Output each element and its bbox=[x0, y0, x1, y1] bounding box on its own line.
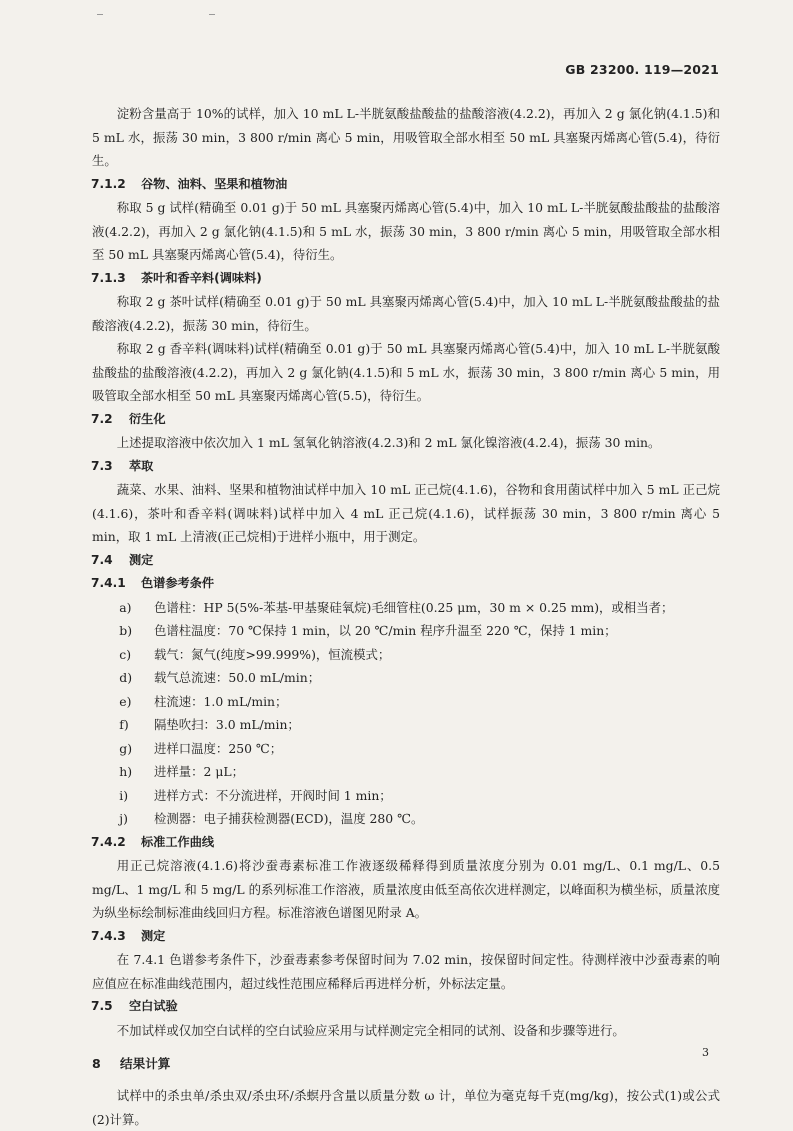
list-item bbox=[92, 784, 720, 808]
list-text: 载气：氮气(纯度>99.999%)，恒流模式； bbox=[153, 646, 391, 662]
page-number: 3 bbox=[702, 1046, 709, 1059]
list-item bbox=[92, 666, 720, 690]
heading-title: 结果计算 bbox=[120, 1056, 171, 1071]
paragraph-result-calculation: 试样中的杀虫单/杀虫双/杀虫环/杀螟丹含量以质量分数 ω 计，单位为毫克每千克(mg/kg)，按公式(1)或公式(2)计算。 bbox=[92, 1088, 720, 1127]
heading-7-1-3 bbox=[91, 267, 720, 291]
heading-title: 色谱参考条件 bbox=[141, 576, 215, 590]
paragraph-extraction: 蔬菜、水果、油料、坚果和植物油试样中加入 10 mL 正己烷(4.1.6)，谷物和食用菌试样中加入 5 mL 正己烷(4.1.6)，茶叶和香辛料(调味料)试样中加入 4 mL 正己烷(4.1.6)，试样振荡 30 min，3 800 r/min 离心 5 min，取 1 mL 上清液(正己烷相)于进样小瓶中，用于测定。 bbox=[92, 482, 720, 544]
heading-number: 7.3 bbox=[91, 458, 113, 473]
list-label: g) bbox=[119, 740, 133, 756]
heading-number: 7.4.2 bbox=[91, 834, 126, 849]
list-item bbox=[92, 690, 720, 714]
heading-title: 标准工作曲线 bbox=[141, 834, 215, 849]
document-body bbox=[92, 102, 720, 1131]
list-text: 进样方式：不分流进样，开阀时间 1 min； bbox=[153, 787, 392, 803]
heading-8 bbox=[92, 1048, 720, 1080]
heading-7-2 bbox=[91, 408, 720, 432]
list-item bbox=[92, 737, 720, 761]
list-item bbox=[92, 760, 720, 784]
heading-number: 7.4 bbox=[91, 552, 113, 567]
list-item bbox=[92, 807, 720, 831]
list-label: i) bbox=[119, 787, 129, 803]
list-text: 载气总流速：50.0 mL/min； bbox=[153, 670, 321, 685]
heading-number: 7.1.3 bbox=[91, 270, 126, 285]
list-item bbox=[92, 619, 720, 643]
paragraph-standard-curve: 用正己烷溶液(4.1.6)将沙蚕毒素标准工作液逐级稀释得到质量浓度分别为 0.01 mg/L、0.1 mg/L、0.5 mg/L、1 mg/L 和 5 mg/L 的系列标准工作溶液，质量浓度由低至高依次进样测定，以峰面积为横坐标，质量浓度为纵坐标绘制标准曲线回归方程。标准溶液色谱图见附录 A。 bbox=[92, 858, 720, 920]
scan-mark bbox=[209, 14, 215, 15]
list-label: a) bbox=[119, 599, 132, 615]
list-label: h) bbox=[119, 764, 133, 779]
list-text: 色谱柱温度：70 ℃保持 1 min，以 20 ℃/min 程序升温至 220 ℃，保持 1 min； bbox=[153, 623, 617, 638]
scan-mark bbox=[97, 14, 103, 15]
heading-title: 测定 bbox=[129, 552, 154, 567]
chromatography-conditions-list bbox=[92, 596, 720, 831]
heading-title: 茶叶和香辛料(调味料) bbox=[141, 270, 262, 285]
list-label: f) bbox=[119, 717, 129, 732]
list-item bbox=[92, 643, 720, 667]
paragraph-tea: 称取 2 g 茶叶试样(精确至 0.01 g)于 50 mL 具塞聚丙烯离心管(5.4)中，加入 10 mL L-半胱氨酸盐酸盐的盐酸溶液(4.2.2)，振荡 30 min，待衍生。 bbox=[92, 294, 720, 333]
heading-7-5 bbox=[91, 995, 720, 1019]
paragraph-derivatization: 上述提取溶液中依次加入 1 mL 氢氧化钠溶液(4.2.3)和 2 mL 氯化镍溶液(4.2.4)，振荡 30 min。 bbox=[116, 435, 661, 450]
heading-number: 7.5 bbox=[91, 999, 113, 1013]
heading-number: 7.2 bbox=[91, 411, 113, 426]
heading-title: 测定 bbox=[141, 928, 166, 943]
paragraph-cereal: 称取 5 g 试样(精确至 0.01 g)于 50 mL 具塞聚丙烯离心管(5.4)中，加入 10 mL L-半胱氨酸盐酸盐的盐酸溶液(4.2.2)，再加入 2 g 氯化钠(4.1.5)和 5 mL 水，振荡 30 min，3 800 r/min 离心 5 min，用吸管取全部水相至 50 mL 具塞聚丙烯离心管(5.4)，待衍生。 bbox=[92, 200, 720, 262]
list-text: 进样量：2 μL； bbox=[153, 764, 245, 779]
heading-7-4-3 bbox=[91, 925, 720, 949]
heading-7-4 bbox=[91, 549, 720, 573]
heading-title: 衍生化 bbox=[129, 411, 166, 426]
heading-7-4-1 bbox=[91, 572, 720, 596]
list-text: 色谱柱：HP 5(5%-苯基-甲基聚硅氧烷)毛细管柱(0.25 μm，30 m × 0.25 mm)，或相当者； bbox=[153, 599, 674, 615]
list-text: 隔垫吹扫：3.0 mL/min； bbox=[153, 717, 300, 732]
heading-title: 萃取 bbox=[129, 458, 154, 473]
list-label: j) bbox=[119, 811, 128, 826]
heading-title: 空白试验 bbox=[129, 999, 178, 1013]
paragraph-measurement: 在 7.4.1 色谱参考条件下，沙蚕毒素参考保留时间为 7.02 min，按保留时间定性。待测样液中沙蚕毒素的响应值应在标准曲线范围内，超过线性范围应稀释后再进样分析，外标法定量。 bbox=[92, 952, 720, 991]
list-text: 柱流速：1.0 mL/min； bbox=[153, 693, 288, 709]
list-label: c) bbox=[119, 646, 132, 662]
list-text: 检测器：电子捕获检测器(ECD)，温度 280 ℃。 bbox=[153, 811, 424, 826]
list-text: 进样口温度：250 ℃； bbox=[153, 740, 283, 756]
paragraph-blank-test: 不加试样或仅加空白试样的空白试验应采用与试样测定完全相同的试剂、设备和步骤等进行。 bbox=[116, 1022, 625, 1038]
list-label: d) bbox=[119, 670, 133, 685]
standard-code: GB 23200. 119—2021 bbox=[565, 62, 719, 77]
list-label: b) bbox=[119, 623, 133, 638]
list-label: e) bbox=[119, 693, 132, 709]
list-item bbox=[92, 713, 720, 737]
heading-number: 7.4.1 bbox=[91, 576, 126, 590]
heading-7-4-2 bbox=[91, 831, 720, 855]
list-item bbox=[92, 596, 720, 620]
heading-number: 7.1.2 bbox=[91, 176, 126, 191]
heading-number: 8 bbox=[92, 1056, 101, 1071]
heading-7-3 bbox=[91, 455, 720, 479]
heading-7-1-2 bbox=[91, 173, 720, 197]
heading-title: 谷物、油料、坚果和植物油 bbox=[141, 176, 288, 191]
paragraph-spice: 称取 2 g 香辛料(调味料)试样(精确至 0.01 g)于 50 mL 具塞聚丙烯离心管(5.4)中，加入 10 mL L-半胱氨酸盐酸盐的盐酸溶液(4.2.2)，再加入 2 g 氯化钠(4.1.5)和 5 mL 水，振荡 30 min，3 800 r/min 离心 5 min，用吸管取全部水相至 50 mL 具塞聚丙烯离心管(5.5)，待衍生。 bbox=[92, 341, 720, 403]
heading-number: 7.4.3 bbox=[91, 928, 126, 943]
paragraph-starch-samples: 淀粉含量高于 10%的试样，加入 10 mL L-半胱氨酸盐酸盐的盐酸溶液(4.2.2)，再加入 2 g 氯化钠(4.1.5)和 5 mL 水，振荡 30 min，3 800 r/min 离心 5 min，用吸管取全部水相至 50 mL 具塞聚丙烯离心管(5.4)，待衍生。 bbox=[92, 106, 720, 168]
